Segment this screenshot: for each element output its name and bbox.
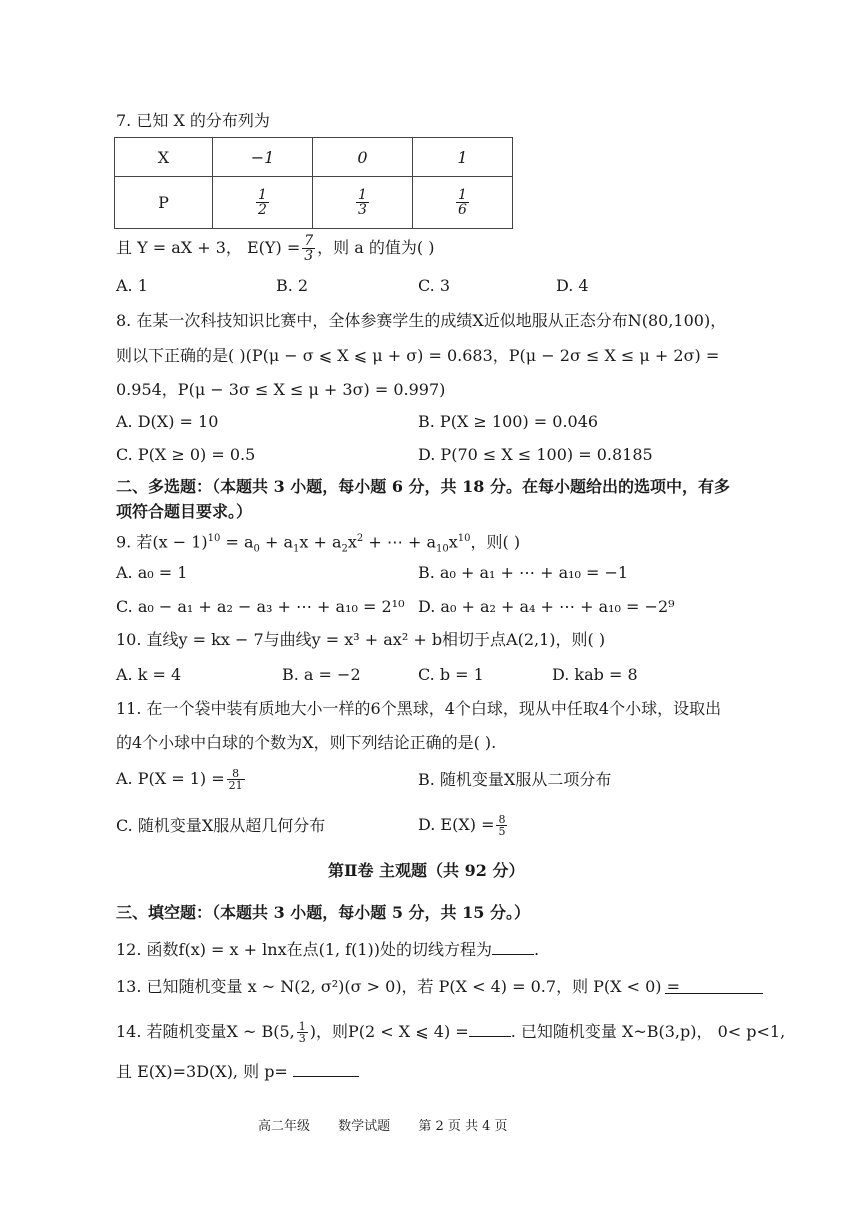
q9-option-c: C. a₀ − a₁ + a₂ − a₃ + ⋯ + a₁₀ = 2¹⁰ <box>116 597 405 616</box>
q7-option-c: C. 3 <box>418 276 451 295</box>
q11-option-b: B. 随机变量X服从二项分布 <box>418 770 612 789</box>
answer-blank <box>469 1036 511 1037</box>
table-cell: $\frac{1}{6}$ <box>413 177 513 229</box>
section2-heading-line1: 二、多选题：（本题共 3 小题，每小题 6 分，共 18 分。在每小题给出的选项中，有多 <box>116 477 730 496</box>
table-cell: 1 <box>413 138 513 177</box>
q8-option-b: B. P(X ≥ 100) = 0.046 <box>418 412 599 431</box>
table-cell: −1 <box>213 138 313 177</box>
distribution-table <box>114 137 513 229</box>
q8-option-a: A. D(X) = 10 <box>116 412 219 431</box>
q12-stem: 12. 函数f(x) = x + lnx在点(1, f(1))处的切线方程为 . <box>116 940 540 959</box>
q10-stem: 10. 直线y = kx − 7与曲线y = x³ + ax² + b相切于点A(2,1)，则( ) <box>116 630 606 649</box>
table-cell: P <box>115 177 213 229</box>
table-row <box>115 138 513 177</box>
q10-option-a: A. k = 4 <box>116 665 182 684</box>
q9-option-d: D. a₀ + a₂ + a₄ + ⋯ + a₁₀ = −2⁹ <box>418 597 675 616</box>
q11-line1: 11. 在一个袋中装有质地大小一样的6个黑球，4个白球，现从中任取4个小球，设取出 <box>116 699 722 718</box>
answer-blank <box>492 954 534 955</box>
q8-line3: 0.954，P(μ − 3σ ≤ X ≤ μ + 3σ) = 0.997) <box>116 380 446 399</box>
footer-subject: 数学试题 <box>338 1119 391 1134</box>
table-cell: X <box>115 138 213 177</box>
q10-option-b: B. a = −2 <box>282 665 361 684</box>
answer-blank <box>665 993 763 994</box>
q10-option-d: D. kab = 8 <box>552 665 638 684</box>
table-cell: $\frac{1}{3}$ <box>313 177 413 229</box>
q7-option-b: B. 2 <box>276 276 309 295</box>
q7-option-a: A. 1 <box>116 276 148 295</box>
table-cell: 0 <box>313 138 413 177</box>
q14-line2: 且 E(X)=3D(X), 则 p= <box>116 1062 359 1082</box>
q7-stem: 7. 已知 X 的分布列为 <box>116 111 270 130</box>
footer-page-number: 第 2 页 共 4 页 <box>418 1119 508 1134</box>
q9-option-b: B. a₀ + a₁ + ⋯ + a₁₀ = −1 <box>418 563 629 582</box>
page-footer <box>258 1115 532 1134</box>
q8-line1: 8. 在某一次科技知识比赛中，全体参赛学生的成绩X近似地服从正态分布N(80,100)， <box>116 311 727 330</box>
q14-line1: 14. 若随机变量X ~ B(5, $\frac{1}{3}$ )，则P(2 < X ⩽ 4) = . 已知随机变量 X~B(3,p)， 0< p<1, <box>116 1020 786 1045</box>
q8-option-d: D. P(70 ≤ X ≤ 100) = 0.8185 <box>418 445 653 464</box>
part2-title: 第Ⅱ卷 主观题（共 92 分） <box>328 861 525 880</box>
table-row <box>115 177 513 229</box>
q11-option-a: A. P(X = 1) = $\frac{8}{21}$ <box>116 767 243 792</box>
footer-grade: 高二年级 <box>258 1119 311 1134</box>
q13-stem: 13. 已知随机变量 x ~ N(2, σ²)(σ > 0)，若 P(X < 4) = 0.7，则 P(X < 0) = <box>116 977 681 996</box>
table-cell: $\frac{1}{2}$ <box>213 177 313 229</box>
q11-option-d: D. E(X) = $\frac{8}{5}$ <box>418 813 506 838</box>
q11-option-c: C. 随机变量X服从超几何分布 <box>116 816 326 835</box>
q9-option-a: A. a₀ = 1 <box>116 563 188 582</box>
q11-line2: 的4个小球中白球的个数为X，则下列结论正确的是( ). <box>116 733 497 752</box>
answer-blank <box>293 1076 359 1077</box>
q8-option-c: C. P(X ≥ 0) = 0.5 <box>116 445 256 464</box>
q7-condition: 且 Y = aX + 3， E(Y) = $\frac{7}{3}$ ，则 a 的值为( ) <box>116 233 435 264</box>
q9-stem: 9. 若$(x - 1)^{10} = a_0 + a_1x + a_2x^2$ + ⋯ + $a_{10}x^{10}$，则( ) <box>116 532 521 555</box>
q7-option-d: D. 4 <box>556 276 589 295</box>
q8-line2: 则以下正确的是( )(P(μ − σ ⩽ X ⩽ μ + σ) = 0.683，P(μ − 2σ ≤ X ≤ μ + 2σ) = <box>116 346 720 365</box>
section3-heading: 三、填空题：（本题共 3 小题，每小题 5 分，共 15 分。） <box>116 903 530 922</box>
section2-heading-line2: 项符合题目要求。） <box>116 502 253 521</box>
q10-option-c: C. b = 1 <box>418 665 484 684</box>
